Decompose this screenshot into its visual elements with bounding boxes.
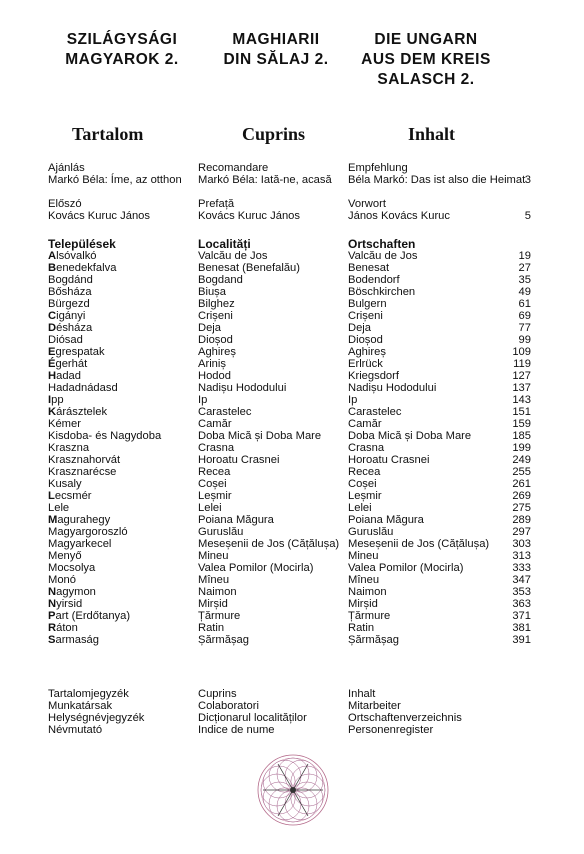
entry-ro: Ariniș <box>198 358 226 370</box>
toc-row <box>0 198 584 210</box>
entry-ro: Dioșod <box>198 334 233 346</box>
toc-row <box>0 162 584 174</box>
entry-hu: Krasznarécse <box>48 466 117 478</box>
entry-hu: Krasznahorvát <box>48 454 121 466</box>
settlement-row <box>0 586 584 598</box>
settlement-row <box>0 466 584 478</box>
entry-hu: Nyirsid <box>48 598 83 610</box>
settlement-row <box>0 622 584 634</box>
page-number: 151 <box>512 406 531 418</box>
title-line: DIN SĂLAJ 2. <box>223 51 329 68</box>
entry-hu: Part (Erdőtanya) <box>48 610 131 622</box>
entry-ro: Guruslău <box>198 526 244 538</box>
entry-de: Carastelec <box>348 406 402 418</box>
entry-de: Ratin <box>348 622 375 634</box>
title-hungarian <box>42 30 202 70</box>
entry-hu: Lecsmér <box>48 490 92 502</box>
entry-de: Șărmășag <box>348 634 399 646</box>
page-number: 353 <box>512 586 531 598</box>
entry-hu: Magyargoroszló <box>48 526 128 538</box>
settlement-row <box>0 562 584 574</box>
entry-hu: Kémer <box>48 418 81 430</box>
entry-de: Horoatu Crasnei <box>348 454 430 466</box>
entry-de: Camăr <box>348 418 382 430</box>
entry-de: Kriegsdorf <box>348 370 399 382</box>
toc-settlements-group <box>0 238 584 646</box>
page-number: 363 <box>512 598 531 610</box>
entry-hu: Egrespatak <box>48 346 105 358</box>
toc-index-group <box>0 688 584 736</box>
entry-de: Guruslău <box>348 526 394 538</box>
entry-hu: Hadadnádasd <box>48 382 118 394</box>
settlement-row <box>0 610 584 622</box>
entry-de: Mitarbeiter <box>348 700 401 712</box>
entry-ro: Hodod <box>198 370 231 382</box>
entry-de: Empfehlung <box>348 162 408 174</box>
entry-ro: Indice de nume <box>198 724 275 736</box>
entry-hu: Kisdoba- és Nagydoba <box>48 430 162 442</box>
entry-de: Mirșid <box>348 598 378 610</box>
entry-ro: Biușa <box>198 286 226 298</box>
entry-ro: Ip <box>198 394 208 406</box>
page-number: 69 <box>518 310 531 322</box>
page-number: 119 <box>513 358 531 370</box>
settlement-row <box>0 370 584 382</box>
toc-row <box>0 688 584 700</box>
settlement-row <box>0 274 584 286</box>
entry-de: Leșmir <box>348 490 382 502</box>
entry-de: Mineu <box>348 550 379 562</box>
settlement-row <box>0 262 584 274</box>
entry-de: Crasna <box>348 442 385 454</box>
entry-ro: Crasna <box>198 442 235 454</box>
entry-hu: Diósad <box>48 334 83 346</box>
title-line: MAGYAROK 2. <box>65 51 179 68</box>
settlement-row <box>0 334 584 346</box>
settlement-row <box>0 634 584 646</box>
toc-row <box>0 210 584 222</box>
entry-de: Ortschaftenverzeichnis <box>348 712 462 724</box>
page-number: 303 <box>512 538 531 550</box>
toc-row <box>0 174 584 186</box>
page-number: 289 <box>512 514 531 526</box>
entry-de: Ip <box>348 394 358 406</box>
settlement-row <box>0 406 584 418</box>
toc-row <box>0 724 584 736</box>
entry-ro: Recomandare <box>198 162 269 174</box>
entry-hu: Előszó <box>48 198 82 210</box>
page-number: 143 <box>512 394 531 406</box>
entry-hu: Mocsolya <box>48 562 96 574</box>
settlement-row <box>0 322 584 334</box>
title-german <box>346 30 506 90</box>
entry-hu: Nagymon <box>48 586 96 598</box>
entry-de: Lelei <box>348 502 372 514</box>
settlement-row <box>0 514 584 526</box>
entry-ro: Camăr <box>198 418 232 430</box>
entry-ro: Poiana Măgura <box>198 514 274 526</box>
toc-row <box>0 712 584 724</box>
entry-ro: Prefață <box>198 198 235 210</box>
entry-ro: Horoatu Crasnei <box>198 454 280 466</box>
settlement-row <box>0 490 584 502</box>
entry-hu: Sarmaság <box>48 634 99 646</box>
entry-ro: Crișeni <box>198 310 233 322</box>
entry-de: Vorwort <box>348 198 386 210</box>
entry-hu: Kusaly <box>48 478 82 490</box>
page-number: 333 <box>512 562 531 574</box>
heading-hungarian: Tartalom <box>72 124 144 144</box>
toc-preface-group <box>0 198 584 222</box>
entry-ro: Benesat (Benefalău) <box>198 262 300 274</box>
entry-hu: Helységnévjegyzék <box>48 712 145 724</box>
entry-de: Țărmure <box>348 610 391 622</box>
page-number: 297 <box>512 526 531 538</box>
entry-hu: Ipp <box>48 394 64 406</box>
entry-hu: Kraszna <box>48 442 90 454</box>
entry-de: Benesat <box>348 262 390 274</box>
entry-de: Béla Markó: Das ist also die Heimat <box>348 174 526 186</box>
settlements-header <box>0 238 584 250</box>
page-number: 77 <box>518 322 531 334</box>
page-number: 255 <box>512 466 531 478</box>
entry-de: Böschkirchen <box>348 286 416 298</box>
entry-de: Poiana Măgura <box>348 514 424 526</box>
entry-hu: Munkatársak <box>48 700 113 712</box>
entry-ro: Colaboratori <box>198 700 259 712</box>
entry-ro: Țărmure <box>198 610 241 622</box>
entry-de: Bodendorf <box>348 274 400 286</box>
entry-ro: Markó Béla: Iată-ne, acasă <box>198 174 332 186</box>
entry-ro: Lelei <box>198 502 222 514</box>
entry-de: Deja <box>348 322 372 334</box>
page-number: 371 <box>512 610 531 622</box>
entry-ro: Șărmășag <box>198 634 249 646</box>
entry-ro: Mineu <box>198 550 229 562</box>
entry-ro: Ratin <box>198 622 225 634</box>
title-line: DIE UNGARN <box>374 31 478 48</box>
entry-de: Bulgern <box>348 298 387 310</box>
page-number: 61 <box>518 298 531 310</box>
entry-hu: Désháza <box>48 322 93 334</box>
settlement-row <box>0 550 584 562</box>
settlement-row <box>0 310 584 322</box>
page-number: 49 <box>518 286 531 298</box>
entry-ro: Deja <box>198 322 222 334</box>
settlement-row <box>0 502 584 514</box>
page-number: 3 <box>524 174 531 186</box>
entry-de: Dioșod <box>348 334 383 346</box>
title-line: MAGHIARII <box>232 31 320 48</box>
settlement-row <box>0 442 584 454</box>
settlement-row <box>0 358 584 370</box>
page-number: 159 <box>512 418 531 430</box>
entry-ro: Doba Mică și Doba Mare <box>198 430 322 442</box>
entry-hu: Magurahegy <box>48 514 111 526</box>
entry-hu: Alsóvalkó <box>48 250 97 262</box>
entry-hu: Tartalomjegyzék <box>48 688 129 700</box>
toc-intro-group <box>0 162 584 186</box>
entry-ro: Kovács Kuruc János <box>198 210 300 222</box>
entry-hu: Bogdánd <box>48 274 93 286</box>
settlement-row <box>0 394 584 406</box>
entry-ro: Meseșenii de Jos (Cățălușa) <box>198 538 340 550</box>
entry-ro: Mirșid <box>198 598 228 610</box>
entry-ro: Naimon <box>198 586 237 598</box>
settlement-row <box>0 478 584 490</box>
settlement-row <box>0 250 584 262</box>
page-number: 99 <box>518 334 531 346</box>
entry-hu: Monó <box>48 574 76 586</box>
entry-de: Nadișu Hododului <box>348 382 437 394</box>
entry-de: Recea <box>348 466 381 478</box>
settlement-row <box>0 382 584 394</box>
settlement-row <box>0 346 584 358</box>
page-number: 381 <box>512 622 531 634</box>
entry-de: Crișeni <box>348 310 383 322</box>
page-number: 269 <box>512 490 531 502</box>
entry-ro: Carastelec <box>198 406 252 418</box>
settlement-row <box>0 286 584 298</box>
page-number: 127 <box>512 370 531 382</box>
settlement-row <box>0 526 584 538</box>
entry-ro: Valcău de Jos <box>198 250 268 262</box>
entry-hu: Hadad <box>48 370 81 382</box>
settlement-row <box>0 418 584 430</box>
page-number: 35 <box>518 274 531 286</box>
entry-hu: Kárásztelek <box>48 406 108 418</box>
entry-ro: Cuprins <box>198 688 237 700</box>
settlement-row <box>0 430 584 442</box>
entry-hu: Kovács Kuruc János <box>48 210 150 222</box>
title-romanian <box>196 30 356 70</box>
entry-hu: Ajánlás <box>48 162 85 174</box>
settlement-row <box>0 538 584 550</box>
settlements-header-de: Ortschaften <box>348 237 416 251</box>
entry-ro: Leșmir <box>198 490 232 502</box>
page-number: 109 <box>512 346 531 358</box>
entry-hu: Bürgezd <box>48 298 90 310</box>
entry-hu: Névmutató <box>48 724 103 736</box>
settlement-row <box>0 598 584 610</box>
entry-hu: Markó Béla: Íme, az otthon <box>48 174 182 186</box>
entry-ro: Aghireș <box>198 346 236 358</box>
entry-de: Personenregister <box>348 724 434 736</box>
title-line: SZILÁGYSÁGI <box>66 31 178 48</box>
title-line: SALASCH 2. <box>377 71 475 88</box>
page-number: 249 <box>512 454 531 466</box>
entry-hu: Lele <box>48 502 70 514</box>
entry-ro: Valea Pomilor (Mocirla) <box>198 562 314 574</box>
heading-romanian: Cuprins <box>242 124 306 144</box>
rosette-ornament <box>255 752 331 828</box>
entry-de: Erlrück <box>348 358 383 370</box>
entry-de: Mîneu <box>348 574 380 586</box>
entry-de: Valea Pomilor (Mocirla) <box>348 562 464 574</box>
entry-hu: Benedekfalva <box>48 262 117 274</box>
page-number: 19 <box>518 250 531 262</box>
entry-de: Coșei <box>348 478 377 490</box>
entry-de: Aghireș <box>348 346 386 358</box>
page-number: 391 <box>512 634 531 646</box>
page-number: 27 <box>518 262 531 274</box>
entry-ro: Coșei <box>198 478 227 490</box>
entry-de: Meseșenii de Jos (Cățălușa) <box>348 538 490 550</box>
page-number: 5 <box>524 210 531 222</box>
entry-de: János Kovács Kuruc <box>348 210 450 222</box>
entry-ro: Recea <box>198 466 231 478</box>
heading-german: Inhalt <box>408 124 456 144</box>
entry-hu: Magyarkecel <box>48 538 112 550</box>
title-line: AUS DEM KREIS <box>361 51 491 68</box>
entry-ro: Bilghez <box>198 298 235 310</box>
entry-hu: Menyő <box>48 550 82 562</box>
settlement-row <box>0 298 584 310</box>
entry-ro: Mîneu <box>198 574 230 586</box>
page-number: 199 <box>512 442 531 454</box>
page-number: 275 <box>512 502 531 514</box>
settlement-row <box>0 574 584 586</box>
entry-hu: Ráton <box>48 622 78 634</box>
settlements-header-ro: Localități <box>198 237 251 251</box>
entry-de: Inhalt <box>348 688 376 700</box>
entry-ro: Dicționarul localităților <box>198 712 307 724</box>
entry-hu: Égerhát <box>48 358 88 370</box>
entry-de: Doba Mică și Doba Mare <box>348 430 472 442</box>
entry-de: Naimon <box>348 586 387 598</box>
entry-hu: Bősháza <box>48 286 92 298</box>
page-number: 261 <box>512 478 531 490</box>
entry-ro: Bogdand <box>198 274 243 286</box>
settlement-row <box>0 454 584 466</box>
page-number: 347 <box>512 574 531 586</box>
entry-hu: Cigányi <box>48 310 86 322</box>
entry-ro: Nadișu Hododului <box>198 382 287 394</box>
toc-row <box>0 700 584 712</box>
page-number: 313 <box>512 550 531 562</box>
settlements-header-hu: Települések <box>48 237 116 251</box>
entry-de: Valcău de Jos <box>348 250 418 262</box>
page-number: 185 <box>512 430 531 442</box>
page-number: 137 <box>512 382 531 394</box>
